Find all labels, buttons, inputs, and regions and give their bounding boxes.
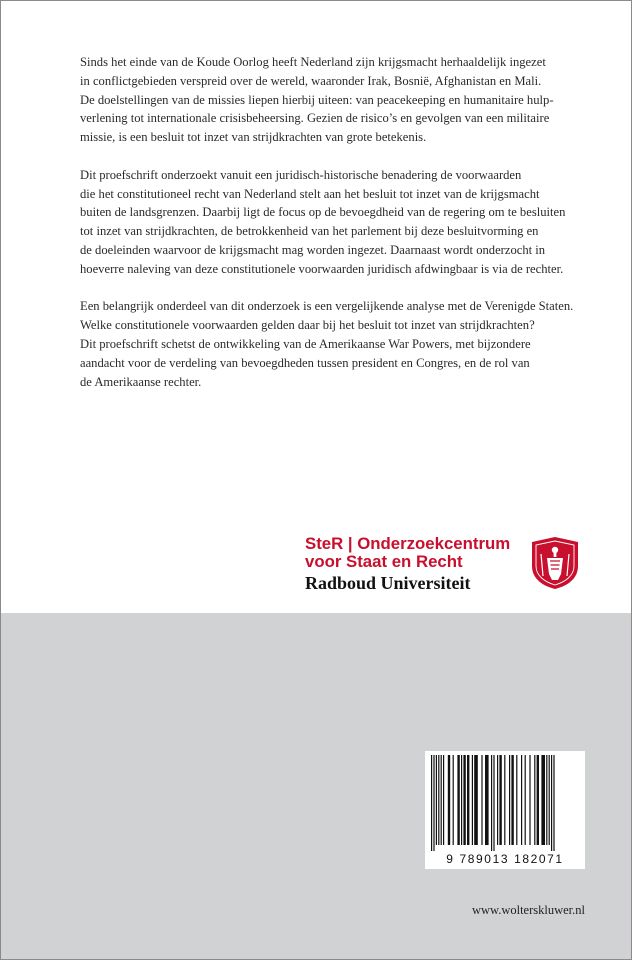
text-line: tot inzet van strijdkrachten, de betrokkenheid van het parlement bij deze besluitvorming en <box>80 224 539 239</box>
text-line: verlening tot internationale crisisbeheersing. Gezien de risico’s en gevolgen van een militaire <box>80 111 550 126</box>
text-line: Sinds het einde van de Koude Oorlog heeft Nederland zijn krijgsmacht herhaaldelijk ingezet <box>80 55 546 69</box>
text-line: de doeleinden waarvoor de krijgsmacht mag worden ingezet. Daarnaast wordt onderzocht in <box>80 242 546 257</box>
text-line: buiten de landsgrenzen. Daarbij ligt de focus op de bevoegdheid van de regering om te besluiten <box>80 205 566 220</box>
text-line: Dit proefschrift schetst de ontwikkeling van de Amerikaanse War Powers, met bijzondere <box>80 336 531 351</box>
text-line: hoeverre naleving van deze constitutionele voorwaarden juridisch afdwingbaar is via de rechter. <box>80 261 564 276</box>
blurb-text <box>80 53 610 410</box>
blurb-paragraph-3 <box>80 297 610 391</box>
logo-line-ster: SteR | Onderzoekcentrum <box>305 534 511 553</box>
institution-logo <box>305 534 605 594</box>
text-line: aandacht voor de verdeling van bevoegdheden tussen president en Congres, en de rol van <box>80 355 530 370</box>
text-line: in conflictgebieden verspreid over de wereld, waaronder Irak, Bosnië, Afghanistan en Mali. <box>80 73 542 88</box>
text-line: die het constitutioneel recht van Nederland stelt aan het besluit tot inzet van de krijgsmacht <box>80 186 540 201</box>
text-line: missie, is een besluit tot inzet van strijdkrachten van grote betekenis. <box>80 130 427 145</box>
text-line: de Amerikaanse rechter. <box>80 374 202 389</box>
isbn-barcode <box>425 751 585 869</box>
blurb-paragraph-2 <box>80 166 610 279</box>
radboud-seal-icon <box>530 536 580 590</box>
barcode-digits: 9 789013 182071 <box>446 852 564 866</box>
logo-line-radboud: Radboud Universiteit <box>305 573 471 593</box>
publisher-url[interactable]: www.wolterskluwer.nl <box>471 903 585 917</box>
logo-line-staat: voor Staat en Recht <box>305 552 463 571</box>
text-line: De doelstellingen van de missies liepen hierbij uiteen: van peacekeeping en humanitaire hulp- <box>80 92 554 107</box>
text-line: Dit proefschrift onderzoekt vanuit een juridisch-historische benadering de voorwaarden <box>80 167 522 182</box>
text-line: Een belangrijk onderdeel van dit onderzoek is een vergelijkende analyse met de Verenigde Staten. <box>80 299 574 314</box>
text-line: Welke constitutionele voorwaarden gelden daar bij het besluit tot inzet van strijdkrachten? <box>80 318 535 333</box>
blurb-paragraph-1 <box>80 53 610 147</box>
barcode-icon <box>425 751 585 851</box>
